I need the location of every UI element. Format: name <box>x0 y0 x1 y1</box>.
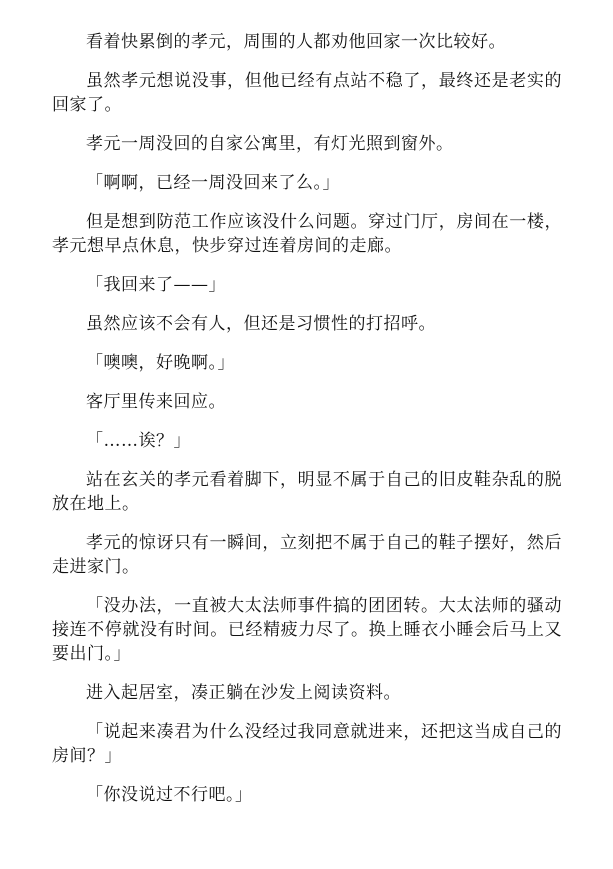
dialogue-line: 「没办法，一直被大太法师事件搞的团团转。大太法师的骚动接连不停就没有时间。已经精疲力尽了。换上睡衣小睡会后马上又要出门。」 <box>52 596 562 664</box>
dialogue-line: 「噢噢，好晚啊。」 <box>86 353 235 373</box>
paragraph: 孝元一周没回的自家公寓里，有灯光照到窗外。 <box>86 134 454 154</box>
paragraph: 虽然应该不会有人，但还是习惯性的打招呼。 <box>86 314 436 334</box>
dialogue-line: 「……诶？」 <box>86 431 191 451</box>
paragraph: 但是想到防范工作应该没什么问题。穿过门厅，房间在一楼，孝元想早点休息，快步穿过连着房间的走廊。 <box>52 212 562 256</box>
dialogue-line: 「说起来凑君为什么没经过我同意就进来，还把这当成自己的房间？」 <box>52 722 562 766</box>
paragraph: 进入起居室，凑正躺在沙发上阅读资料。 <box>86 683 401 703</box>
paragraph: 虽然孝元想说没事，但他已经有点站不稳了，最终还是老实的回家了。 <box>52 71 562 115</box>
dialogue-line: 「我回来了——」 <box>86 275 226 295</box>
paragraph: 客厅里传来回应。 <box>86 392 226 412</box>
dialogue-line: 「啊啊，已经一周没回来了么。」 <box>86 173 340 193</box>
paragraph: 看着快累倒的孝元，周围的人都劝他回家一次比较好。 <box>86 32 506 52</box>
paragraph: 孝元的惊讶只有一瞬间，立刻把不属于自己的鞋子摆好，然后走进家门。 <box>52 533 562 577</box>
dialogue-line: 「你没说过不行吧。」 <box>86 785 253 805</box>
text-body <box>52 30 562 822</box>
paragraph: 站在玄关的孝元看着脚下，明显不属于自己的旧皮鞋杂乱的脱放在地上。 <box>52 470 562 514</box>
